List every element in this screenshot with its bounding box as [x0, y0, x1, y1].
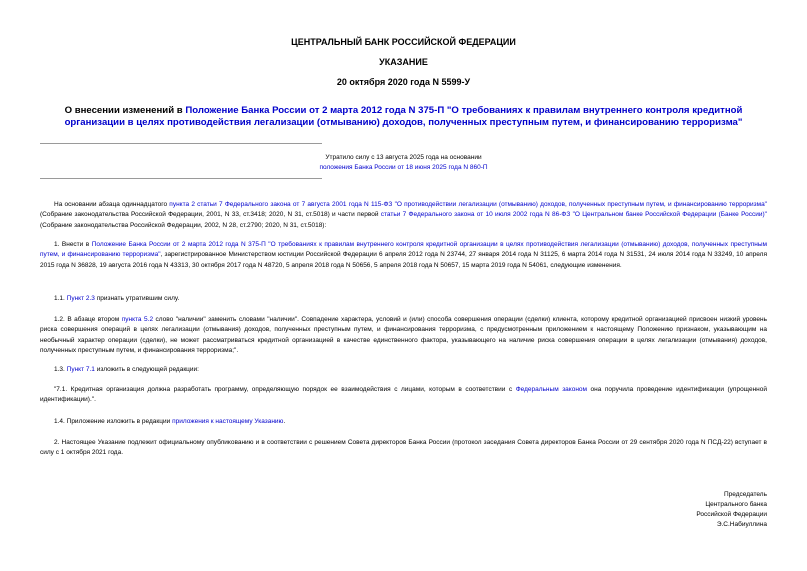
paragraph-2-text: 2. Настоящее Указание подлежит официальному опубликованию и в соответствии с решением Совета директоров Банка России (протокол заседания Совета директоров Банка России от 29 сентября 2020 года N ПСД-22) вступает в силу с 1 октября 2021 года. [40, 439, 767, 457]
paragraph-1-4 [40, 417, 767, 427]
status-note-text: Утратило силу с 13 августа 2025 года на основании [325, 154, 482, 161]
paragraph-1-3 [40, 365, 767, 375]
paragraph-1-2-text-1: 1.2. В абзаце втором [54, 316, 122, 323]
paragraph-1-3-text-2: изложить в следующей редакции: [94, 366, 199, 373]
paragraph-1-4-text-1: 1.4. Приложение изложить в редакции [54, 418, 173, 425]
document-title [40, 105, 767, 129]
link-point-7-1[interactable]: Пункт 7.1 [66, 366, 95, 373]
divider-top [40, 143, 322, 144]
link-appendix[interactable]: приложения к настоящему Указанию [172, 418, 284, 425]
paragraph-1-text-1: 1. Внести в [54, 241, 92, 248]
paragraph-2 [40, 438, 767, 459]
status-note [260, 153, 547, 173]
date-number-heading: 20 октября 2020 года N 5599-У [336, 77, 471, 87]
link-point-5-2[interactable]: пункта 5.2 [121, 316, 154, 323]
divider-bottom [40, 178, 322, 179]
signature-line-3: Российской Федерации [696, 511, 767, 518]
paragraph-1-3-quote [40, 385, 767, 406]
paragraph-1 [40, 240, 767, 271]
paragraph-1-3-text-1: 1.3. [54, 366, 67, 373]
link-federal-law[interactable]: Федеральным законом [515, 386, 588, 393]
paragraph-1-4-text-2: . [283, 418, 286, 425]
paragraph-1-2-text-2: слово "наличии" заменить словами "наличии". Совпадение характера, условий и (или) способа совершения операции (сделки) клиента, которому кредитной организацией присвоен низкий уровень риска совершения операций в целях легализации (отмывания) доходов, полученных преступным путем, и финансирования терроризма, с предусмотренным приложением к настоящему Положению признаком, указывающим на необычный характер операции (сделки), не может рассматриваться кредитной организацией в качестве единственного фактора, указывающего на наличие риска совершения операции в целях легализации (отмывания) доходов, полученных преступным путем, и финансирования терроризма;". [40, 316, 768, 355]
signature-line-2: Центрального банка [705, 501, 767, 508]
link-regulation-375p[interactable]: Положение Банка России от 2 марта 2012 года N 375-П "О требованиях к правилам внутреннего контроля кредитной организации в целях противодействия легализации (отмыванию) доходов, полученных преступным путем, и финансированию терроризма" [40, 241, 767, 259]
preamble-text-2: (Собрание законодательства Российской Федерации, 2001, N 33, ст.3418; 2020, N 31, ст.5018) и части первой [40, 211, 381, 219]
signature-block [696, 490, 767, 530]
paragraph-1-2 [40, 315, 767, 357]
paragraph-1-1-text-1: 1.1. [54, 295, 67, 302]
issuer-heading: ЦЕНТРАЛЬНЫЙ БАНК РОССИЙСКОЙ ФЕДЕРАЦИИ [291, 37, 516, 47]
link-point-2-3[interactable]: Пункт 2.3 [66, 295, 95, 302]
title-link[interactable]: Положение Банка России от 2 марта 2012 года N 375-П "О требованиях к правилам внутреннего контроля кредитной организации в целях противодействия легализации (отмыванию) доходов, полученных преступным путем, и финансированию терроризма" [64, 105, 743, 128]
preamble-text-1: На основании абзаца одиннадцатого [54, 201, 170, 208]
preamble-paragraph [40, 200, 767, 231]
preamble-text-3: (Собрание законодательства Российской Федерации, 2002, N 28, ст.2790; 2020, N 31, ст.5018): [40, 221, 327, 229]
signature-line-1: Председатель [723, 491, 767, 498]
paragraph-1-3-quote-text-2: она поручила проведение идентификации (упрощенной идентификации).". [40, 386, 767, 404]
paragraph-1-1-text-2: признать утратившим силу. [94, 295, 180, 302]
signature-name: Э.С.Набиуллина [716, 521, 767, 528]
status-note-link[interactable]: положения Банка России от 18 июня 2025 года N 860-П [319, 164, 488, 171]
paragraph-1-1 [40, 294, 767, 304]
paragraph-1-3-quote-text-1: "7.1. Кредитная организация должна разработать программу, определяющую порядок ее взаимодействия с лицами, которым в соответствии с [54, 386, 516, 393]
doc-type-heading: УКАЗАНИЕ [379, 57, 428, 67]
title-prefix: О внесении изменений в [64, 105, 186, 116]
link-115-fz[interactable]: пункта 2 статьи 7 Федерального закона от 7 августа 2001 года N 115-ФЗ "О противодействии легализации (отмыванию) доходов, полученных преступным путем, и финансированию терроризма" [169, 201, 767, 208]
paragraph-1-text-2: , зарегистрированное Министерством юстиции Российской Федерации 6 апреля 2012 года N 23744, 27 января 2014 года N 31125, 6 марта 2014 года N 31531, 24 июля 2014 года N 33249, 10 апреля 2015 года N 36828, 19 августа 2016 года N 43313, 30 октября 2017 года N 48720, 5 апреля 2018 года N 50656, 5 апреля 2018 года N 50657, 15 марта 2019 года N 54061, следующие изменения. [40, 251, 767, 269]
link-86-fz[interactable]: статьи 7 Федерального закона от 10 июля 2002 года N 86-ФЗ "О Центральном банке Российской Федерации (Банке России)" [380, 211, 767, 219]
